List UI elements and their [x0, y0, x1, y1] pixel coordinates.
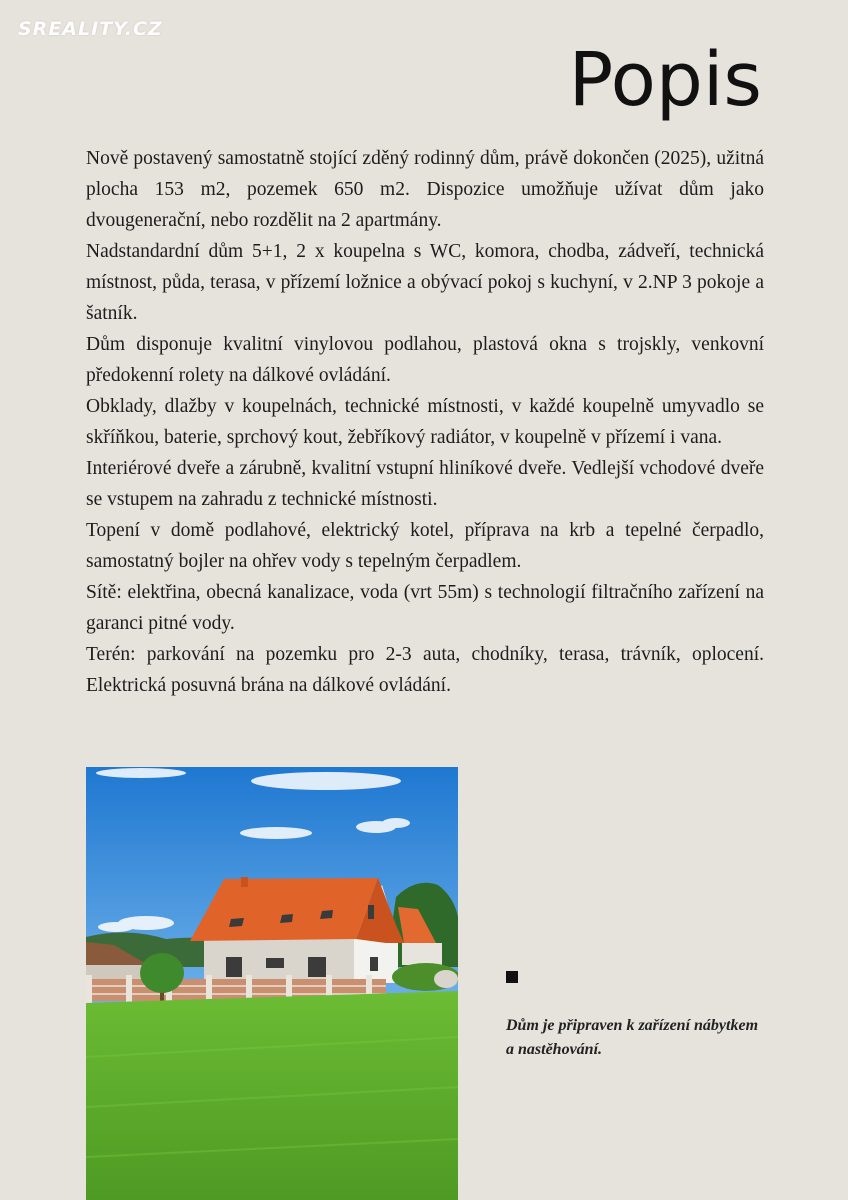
house-photo-illustration — [86, 767, 458, 1200]
paragraph-utilities: Sítě: elektřina, obecná kanalizace, voda (vrt 55m) s technologií filtračního zařízení na garanci pitné vody. — [86, 582, 764, 634]
paragraph-bathrooms: Obklady, dlažby v koupelnách, technické místnosti, v každé koupelně umyvadlo se skříňkou, baterie, sprchový kout, žebříkový radiátor, v koupelně v přízemí i vana. — [86, 396, 764, 448]
paragraph-grounds: Terén: parkování na pozemku pro 2-3 auta, chodníky, terasa, trávník, oplocení. Elektrická posuvná brána na dálkové ovládání. — [86, 644, 764, 696]
paragraph-floors-windows: Dům disponuje kvalitní vinylovou podlahou, plastová okna s trojskly, venkovní předokenní rolety na dálkové ovládání. — [86, 334, 764, 386]
paragraph-heating: Topení v domě podlahové, elektrický kotel, příprava na krb a tepelné čerpadlo, samostatný bojler na ohřev vody s tepelným čerpadlem. — [86, 520, 764, 572]
page-title: Popis — [568, 37, 762, 123]
photo-caption: Dům je připraven k zařízení nábytkem a nastěhování. — [506, 1017, 759, 1058]
paragraph-doors: Interiérové dveře a zárubně, kvalitní vstupní hliníkové dveře. Vedlejší vchodové dveře se vstupem na zahradu z technické místnosti. — [86, 458, 764, 510]
description-text — [86, 143, 764, 701]
paragraph-layout: Nadstandardní dům 5+1, 2 x koupelna s WC, komora, chodba, zádveří, technická místnost, půda, terasa, v přízemí ložnice a obývací pokoj s kuchyní, v 2.NP 3 pokoje a šatník. — [86, 241, 764, 324]
house-photo — [86, 767, 458, 1200]
watermark-logo: SREALITY.CZ — [18, 18, 163, 40]
bullet-square — [506, 971, 518, 983]
paragraph-intro: Nově postavený samostatně stojící zděný rodinný dům, právě dokončen (2025), užitná plocha 153 m2, pozemek 650 m2. Dispozice umožňuje užívat dům jako dvougenerační, nebo rozdělit na 2 apartmány. — [86, 148, 764, 231]
